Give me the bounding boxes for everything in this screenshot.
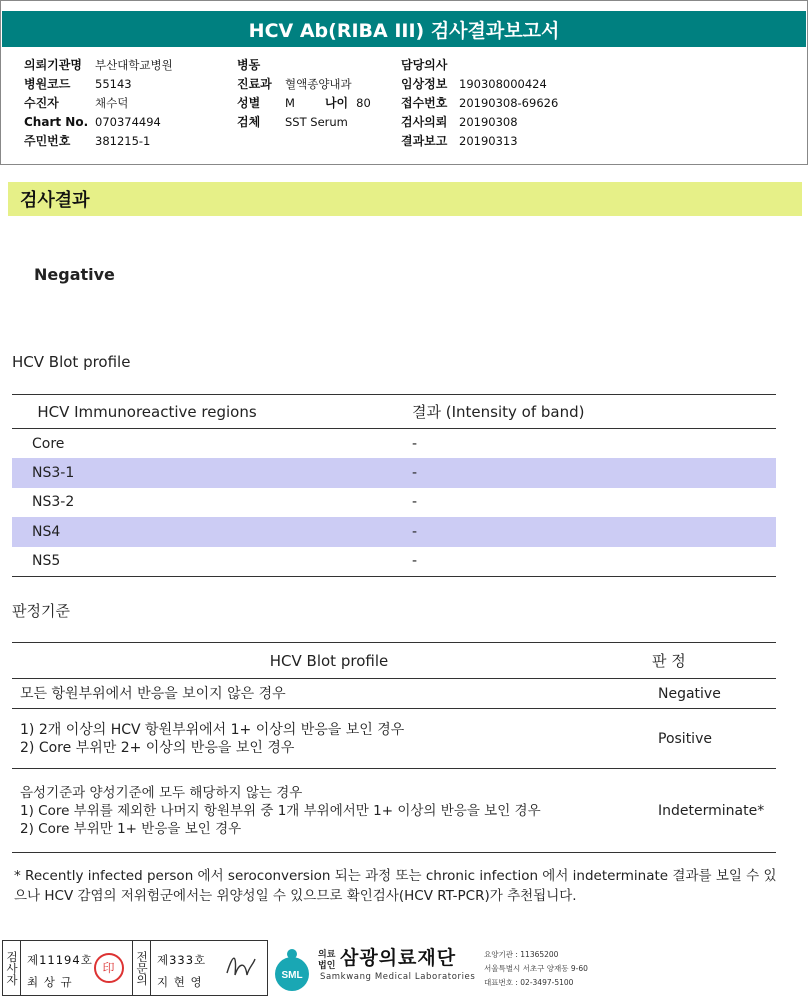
inspector-cell <box>21 941 133 995</box>
info-row: 접수번호 20190308-69626 <box>401 95 559 110</box>
table-row <box>12 679 776 709</box>
svg-text:SML: SML <box>281 970 303 981</box>
info-row: 병동 <box>237 58 261 72</box>
logo-corp-type: 의료 법인 <box>318 950 336 971</box>
section-title: 검사결과 <box>8 182 802 216</box>
inspector-license: 제11194호 <box>27 953 93 967</box>
judgement-cell: Negative <box>646 679 776 709</box>
inspector-name: 최 상 규 <box>27 975 73 989</box>
info-row: 검사의뢰 20190308 <box>401 114 518 129</box>
table-row <box>12 709 776 769</box>
info-row: 임상정보 190308000424 <box>401 76 547 91</box>
info-row: 결과보고 20190313 <box>401 133 518 148</box>
criteria-cell: 1) 2개 이상의 HCV 항원부위에서 1+ 이상의 반응을 보인 경우 2) Core 부위만 2+ 이상의 반응을 보인 경우 <box>12 709 646 769</box>
info-row: 검체 SST Serum <box>237 114 348 129</box>
footnote: * Recently infected person 에서 seroconversion 되는 과정 또는 chronic infection 에서 indeterminate 결과를 보일 수 있으나 HCV 감염의 저위험군에서는 위양성일 수 있으므로 확인검사(HCV RT-PCR)가 추천됩니다. <box>14 868 777 904</box>
signature-box <box>2 940 268 996</box>
info-row: 진료과 혈액종양내과 <box>237 76 352 91</box>
overall-result: Negative <box>34 265 115 284</box>
info-row: Chart No. 070374494 <box>24 114 161 129</box>
info-column-3 <box>401 55 558 150</box>
column-header-intensity: 결과 (Intensity of band) <box>412 395 776 429</box>
info-row: 성별 M 나이 80 <box>237 95 371 110</box>
column-header-region: HCV Immunoreactive regions <box>12 395 412 429</box>
age-label: 나이 <box>324 96 349 110</box>
table-header-row <box>12 395 776 429</box>
sml-logo-icon <box>272 948 312 992</box>
table-row <box>12 769 776 853</box>
criteria-cell: 모든 항원부위에서 반응을 보이지 않은 경우 <box>12 679 646 709</box>
logo-contact-info: 요양기관 : 11365200 서울특별시 서초구 양재동 9-60 대표번호 : 02-3497-5100 <box>484 950 588 987</box>
info-column-1 <box>24 55 173 150</box>
confirmer-name: 지 현 영 <box>157 975 203 989</box>
info-row: 담당의사 <box>401 58 448 72</box>
blot-heading: HCV Blot profile <box>12 353 131 371</box>
confirmer-cell <box>151 941 263 995</box>
judgement-cell: Positive <box>646 709 776 769</box>
info-row: 주민번호 381215-1 <box>24 133 151 148</box>
column-header-judgement: 판 정 <box>646 643 776 679</box>
table-row: NS5 - <box>12 547 776 577</box>
logo-name: 삼광의료재단 <box>340 947 457 969</box>
info-row: 의뢰기관명 부산대학교병원 <box>24 57 173 72</box>
confirmer-label: 전문의 <box>133 941 151 995</box>
inspector-label: 검사자 <box>3 941 21 995</box>
logo-english: Samkwang Medical Laboratories <box>320 972 476 982</box>
table-row: NS3-1 - <box>12 458 776 488</box>
criteria-heading: 판정기준 <box>12 602 70 620</box>
table-row: NS4 - <box>12 517 776 547</box>
table-row: Core - <box>32 435 418 452</box>
info-row: 수진자 채수덕 <box>24 95 129 110</box>
age-value: 80 <box>356 95 371 110</box>
criteria-cell: 음성기준과 양성기준에 모두 해당하지 않는 경우 1) Core 부위를 제외한 나머지 항원부위 중 1개 부위에서만 1+ 이상의 반응을 보인 경우 2) Core 부위만 1+ 반응을 보인 경우 <box>12 769 646 853</box>
blot-profile-table <box>12 394 776 577</box>
seal-icon: 印 <box>94 953 124 983</box>
info-column-2 <box>237 55 371 131</box>
company-logo <box>272 940 602 996</box>
criteria-table <box>12 642 776 853</box>
signature-icon <box>223 951 257 981</box>
table-row: NS3-2 - <box>32 494 418 511</box>
report-title: HCV Ab(RIBA III) 검사결과보고서 <box>2 11 806 47</box>
confirmer-license: 제333호 <box>157 953 207 967</box>
table-header-row <box>12 643 776 679</box>
judgement-cell: Indeterminate* <box>646 769 776 853</box>
info-row: 병원코드 55143 <box>24 76 132 91</box>
column-header-profile: HCV Blot profile <box>12 643 646 679</box>
